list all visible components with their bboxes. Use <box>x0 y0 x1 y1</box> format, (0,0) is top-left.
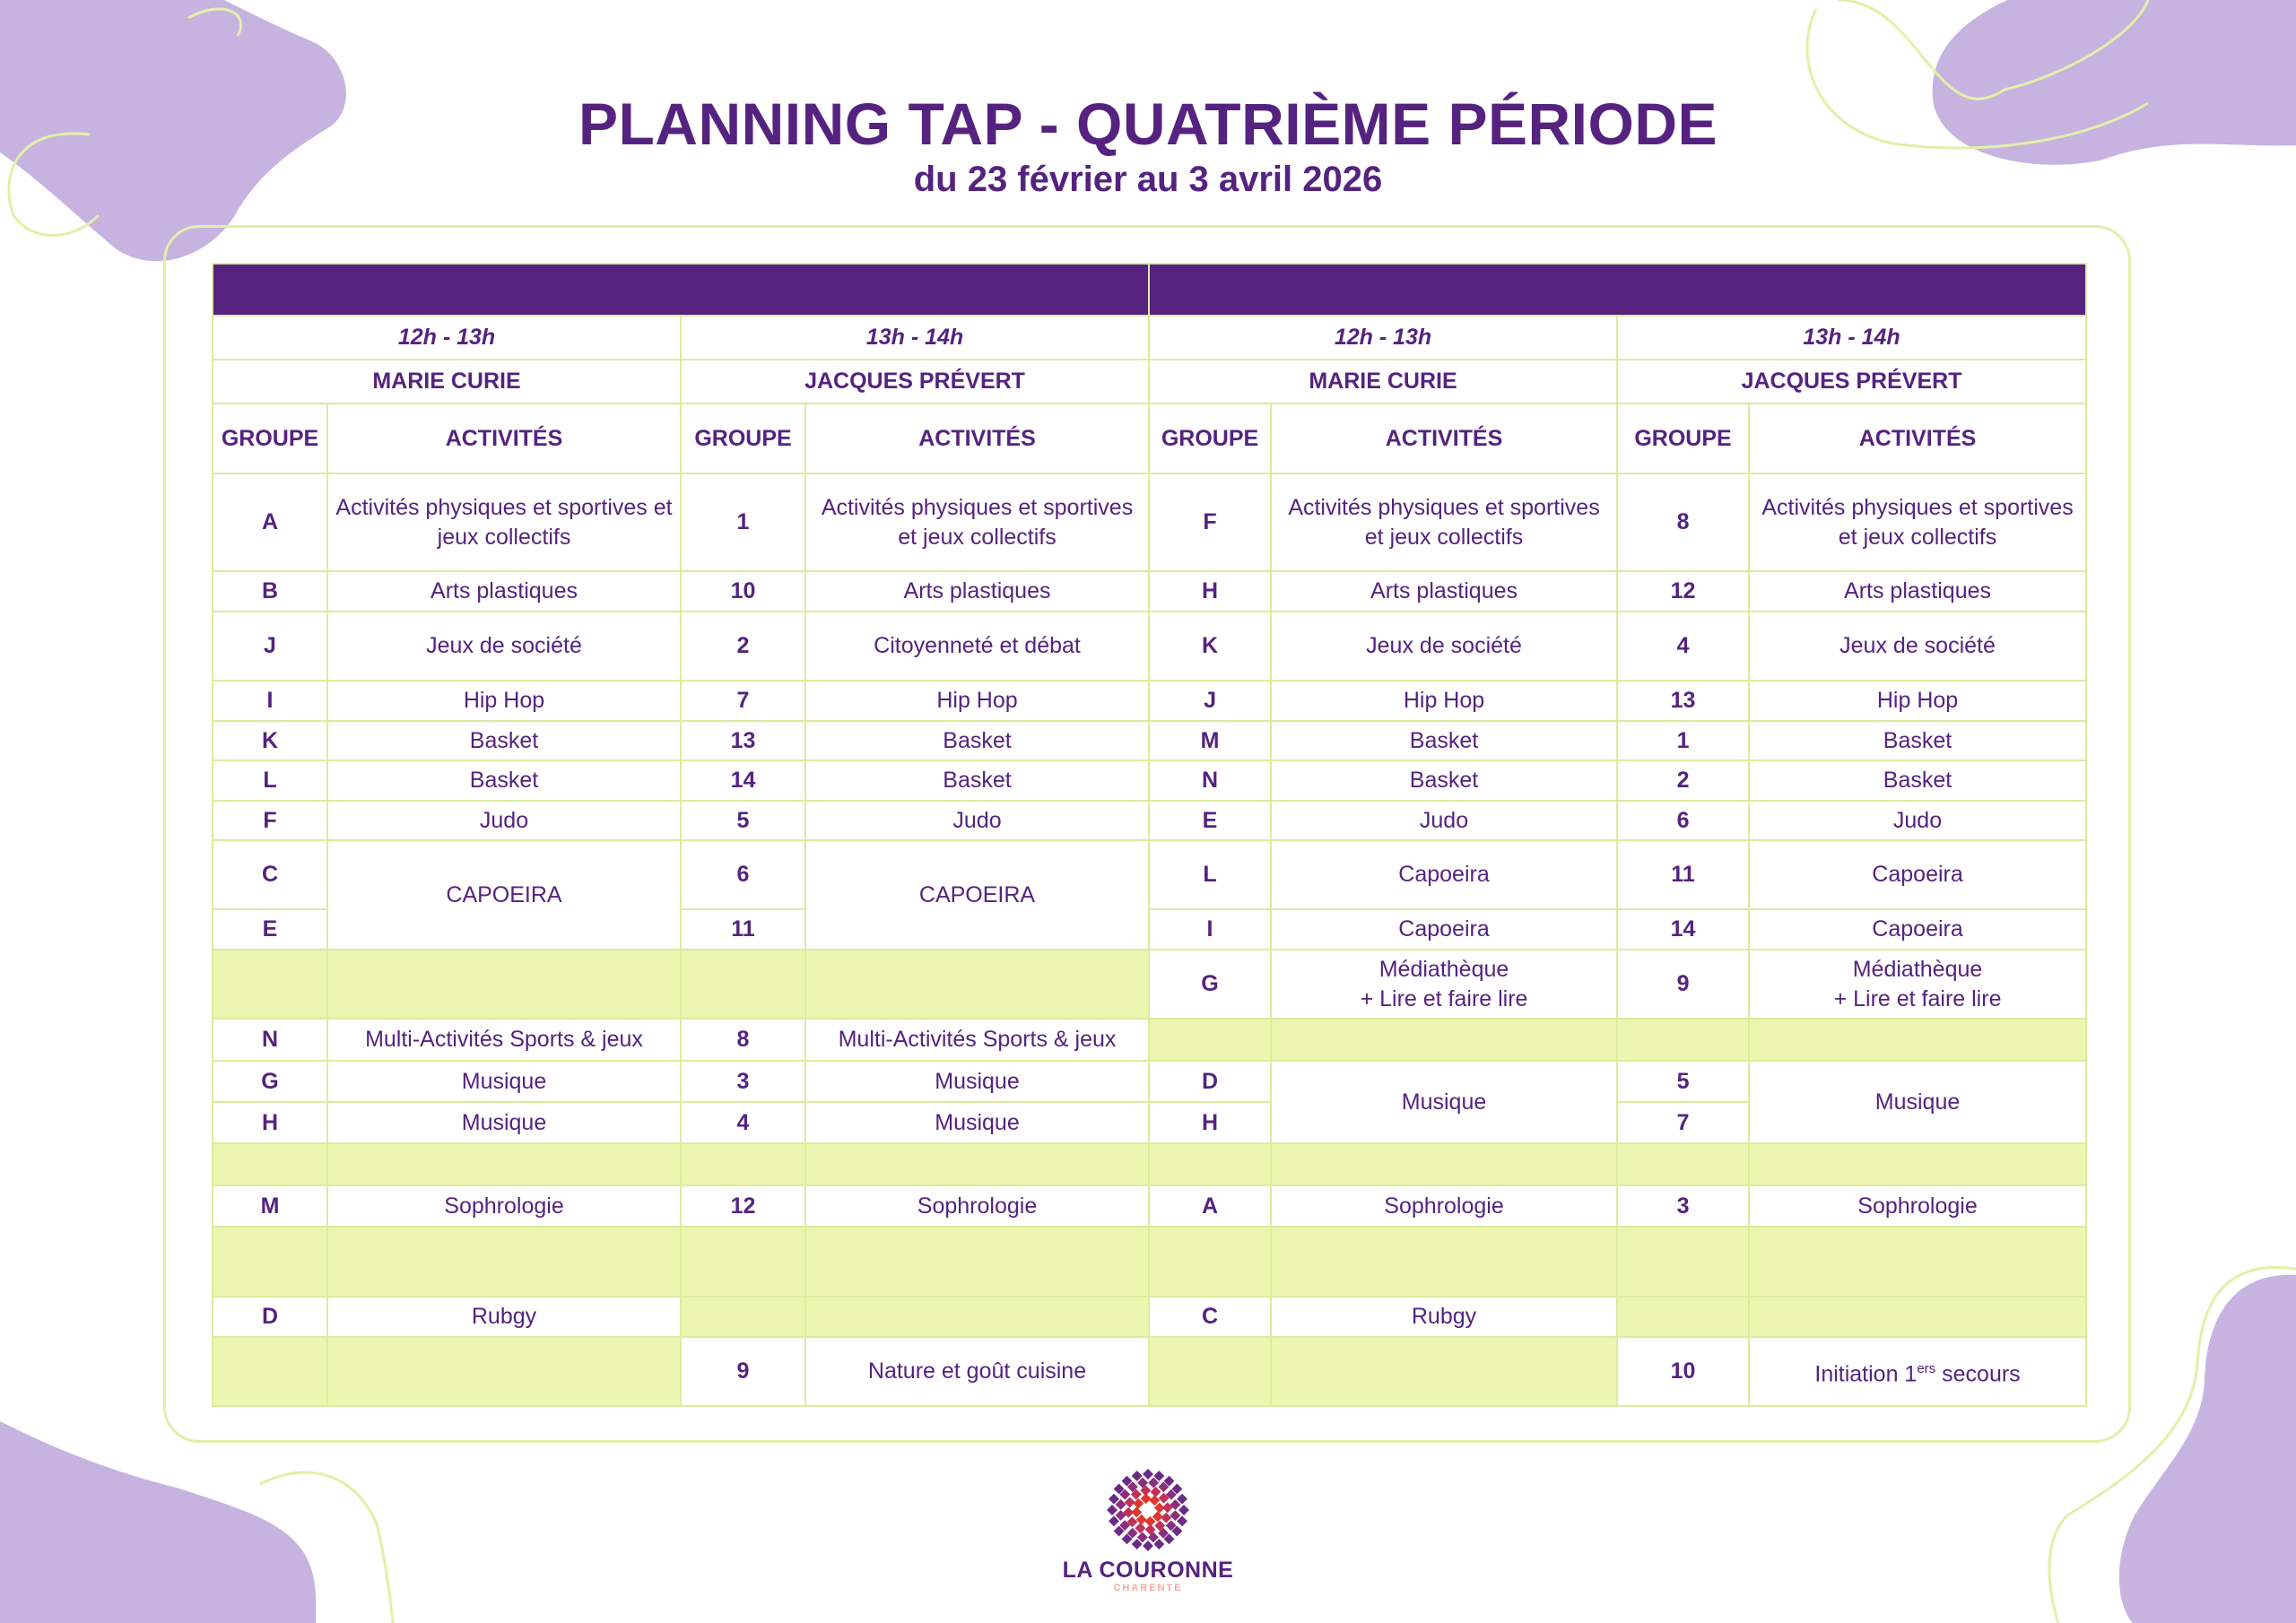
empty-cell <box>805 1297 1149 1337</box>
empty-cell <box>1149 1143 1271 1185</box>
activity-cell: Basket <box>1271 760 1617 801</box>
group-cell: N <box>213 1019 327 1061</box>
empty-row <box>213 1227 2086 1297</box>
empty-cell <box>327 1143 681 1185</box>
group-cell: C <box>1149 1297 1271 1337</box>
activity-line: + Lire et faire lire <box>1833 985 2002 1011</box>
activity-cell: Basket <box>1749 760 2086 801</box>
group-cell: 1 <box>681 473 805 571</box>
group-cell: 2 <box>681 612 805 681</box>
school-name: JACQUES PRÉVERT <box>681 360 1149 404</box>
activity-cell: Activités physiques et sportives et jeux collectifs <box>805 473 1149 571</box>
activity-cell: Activités physiques et sportives et jeux collectifs <box>1749 473 2086 571</box>
time-slot: 12h - 13h <box>1149 316 1617 360</box>
activity-cell: Hip Hop <box>327 681 681 721</box>
group-cell: 8 <box>1617 473 1749 571</box>
group-cell: F <box>213 801 327 840</box>
group-cell: 13 <box>1617 681 1749 721</box>
activity-cell: Arts plastiques <box>1749 571 2086 612</box>
activity-cell: Citoyenneté et débat <box>805 612 1149 681</box>
la-couronne-logo <box>1057 1467 1239 1601</box>
group-cell: 5 <box>681 801 805 840</box>
empty-cell <box>327 1337 681 1406</box>
table-row <box>213 1297 2086 1337</box>
table-row <box>213 840 2086 909</box>
activity-cell: Jeux de société <box>1749 612 2086 681</box>
empty-cell <box>1271 1337 1617 1406</box>
table-row <box>213 760 2086 801</box>
activity-line: Médiathèque <box>1852 956 1983 982</box>
activity-cell: Rubgy <box>327 1297 681 1337</box>
logo-subtitle: CHARENTE <box>1113 1583 1183 1593</box>
group-cell: I <box>213 681 327 721</box>
activity-cell: Basket <box>1271 721 1617 760</box>
activity-cell: Basket <box>805 760 1149 801</box>
activity-cell <box>1749 950 2086 1019</box>
activity-cell: Capoeira <box>1749 840 2086 909</box>
empty-cell <box>1149 1019 1271 1061</box>
group-cell: A <box>1149 1185 1271 1227</box>
activity-cell: Multi-Activités Sports & jeux <box>805 1019 1149 1061</box>
empty-cell <box>1149 1337 1271 1406</box>
school-name: MARIE CURIE <box>213 360 681 404</box>
activity-cell <box>1271 950 1617 1019</box>
activity-cell: CAPOEIRA <box>805 840 1149 950</box>
group-cell: M <box>1149 721 1271 760</box>
empty-cell <box>1617 1227 1749 1297</box>
empty-cell <box>213 1227 327 1297</box>
page-subtitle: du 23 février au 3 avril 2026 <box>913 160 1383 199</box>
group-cell: H <box>1149 571 1271 612</box>
group-cell: N <box>1149 760 1271 801</box>
group-cell: 12 <box>1617 571 1749 612</box>
activity-text: secours <box>1935 1361 2021 1387</box>
group-cell: 6 <box>681 840 805 909</box>
school-row <box>213 360 2086 404</box>
day-header-row <box>213 264 2086 316</box>
time-slot: 13h - 14h <box>1617 316 2086 360</box>
group-cell: 5 <box>1617 1061 1749 1102</box>
page-title: PLANNING TAP - QUATRIÈME PÉRIODE <box>578 91 1718 157</box>
group-cell: H <box>213 1102 327 1143</box>
group-cell: J <box>1149 681 1271 721</box>
group-cell: E <box>1149 801 1271 840</box>
group-cell: 10 <box>1617 1337 1749 1406</box>
column-header-activities: ACTIVITÉS <box>805 404 1149 473</box>
empty-cell <box>327 1227 681 1297</box>
empty-cell <box>213 1143 327 1185</box>
activity-cell: Arts plastiques <box>805 571 1149 612</box>
group-cell: E <box>213 909 327 950</box>
bottom-right-blob <box>2119 1275 2296 1623</box>
bottom-left-blob <box>0 1421 316 1623</box>
empty-cell <box>1749 1297 2086 1337</box>
empty-row <box>213 1143 2086 1185</box>
logo-mark-icon <box>1105 1467 1191 1553</box>
column-header-group: GROUPE <box>213 404 327 473</box>
column-header-activities: ACTIVITÉS <box>327 404 681 473</box>
group-cell: 4 <box>681 1102 805 1143</box>
activity-cell: Musique <box>805 1102 1149 1143</box>
table-row <box>213 801 2086 840</box>
activity-cell: Musique <box>805 1061 1149 1102</box>
group-cell: 11 <box>681 909 805 950</box>
empty-cell <box>1617 1297 1749 1337</box>
activity-cell: Basket <box>805 721 1149 760</box>
activity-cell: Hip Hop <box>1749 681 2086 721</box>
activity-cell: Rubgy <box>1271 1297 1617 1337</box>
school-name: MARIE CURIE <box>1149 360 1617 404</box>
schedule-table <box>212 263 2087 1407</box>
group-cell: 7 <box>1617 1102 1749 1143</box>
day-header-jeudi: JEUDI <box>1149 264 2086 316</box>
column-header-group: GROUPE <box>1617 404 1749 473</box>
time-slot: 13h - 14h <box>681 316 1149 360</box>
empty-cell <box>1749 1019 2086 1061</box>
group-cell: 1 <box>1617 721 1749 760</box>
group-cell: D <box>213 1297 327 1337</box>
group-cell: 3 <box>681 1061 805 1102</box>
empty-cell <box>681 1297 805 1337</box>
group-cell: 14 <box>1617 909 1749 950</box>
empty-cell <box>1617 1143 1749 1185</box>
activity-cell: Capoeira <box>1749 909 2086 950</box>
activity-cell: Judo <box>327 801 681 840</box>
group-cell: 9 <box>681 1337 805 1406</box>
empty-cell <box>213 950 327 1019</box>
group-cell: 10 <box>681 571 805 612</box>
group-cell: 12 <box>681 1185 805 1227</box>
activity-cell: Sophrologie <box>1749 1185 2086 1227</box>
activity-cell: Jeux de société <box>1271 612 1617 681</box>
activity-cell: Judo <box>1749 801 2086 840</box>
table-row <box>213 473 2086 571</box>
logo-diamond <box>1107 1505 1118 1515</box>
activity-cell: Jeux de société <box>327 612 681 681</box>
slot-row <box>213 316 2086 360</box>
empty-cell <box>1749 1143 2086 1185</box>
activity-cell: Sophrologie <box>1271 1185 1617 1227</box>
empty-cell <box>1617 1019 1749 1061</box>
school-name: JACQUES PRÉVERT <box>1617 360 2086 404</box>
empty-cell <box>1271 1019 1617 1061</box>
activity-cell: Musique <box>1271 1061 1617 1143</box>
group-cell: 11 <box>1617 840 1749 909</box>
empty-cell <box>681 950 805 1019</box>
group-cell: L <box>213 760 327 801</box>
column-header-group: GROUPE <box>681 404 805 473</box>
superscript: ers <box>1917 1360 1936 1376</box>
group-cell: 14 <box>681 760 805 801</box>
table-row <box>213 681 2086 721</box>
group-cell: 8 <box>681 1019 805 1061</box>
group-cell: L <box>1149 840 1271 909</box>
group-cell: D <box>1149 1061 1271 1102</box>
activity-line: Médiathèque <box>1378 956 1509 982</box>
group-cell: 6 <box>1617 801 1749 840</box>
table-row <box>213 1061 2086 1102</box>
group-cell: G <box>1149 950 1271 1019</box>
table-row <box>213 1185 2086 1227</box>
column-header-row <box>213 404 2086 473</box>
group-cell: I <box>1149 909 1271 950</box>
empty-cell <box>681 1143 805 1185</box>
group-cell: F <box>1149 473 1271 571</box>
group-cell: M <box>213 1185 327 1227</box>
table-row <box>213 950 2086 1019</box>
activity-cell: Capoeira <box>1271 909 1617 950</box>
activity-cell: Judo <box>1271 801 1617 840</box>
group-cell: C <box>213 840 327 909</box>
empty-cell <box>213 1337 327 1406</box>
column-header-group: GROUPE <box>1149 404 1271 473</box>
activity-cell: Judo <box>805 801 1149 840</box>
time-slot: 12h - 13h <box>213 316 681 360</box>
empty-cell <box>1271 1143 1617 1185</box>
activity-cell: Multi-Activités Sports & jeux <box>327 1019 681 1061</box>
day-header-lundi: LUNDI <box>213 264 1149 316</box>
table-row <box>213 571 2086 612</box>
empty-cell <box>805 950 1149 1019</box>
activity-cell: Capoeira <box>1271 840 1617 909</box>
group-cell: 3 <box>1617 1185 1749 1227</box>
group-cell: 9 <box>1617 950 1749 1019</box>
activity-cell: Activités physiques et sportives et jeux collectifs <box>1271 473 1617 571</box>
activity-cell: Musique <box>327 1102 681 1143</box>
activity-line: + Lire et faire lire <box>1360 985 1528 1011</box>
group-cell: K <box>213 721 327 760</box>
activity-cell: Musique <box>327 1061 681 1102</box>
group-cell: 13 <box>681 721 805 760</box>
activity-cell: Basket <box>1749 721 2086 760</box>
activity-cell: Musique <box>1749 1061 2086 1143</box>
activity-cell: Basket <box>327 760 681 801</box>
column-header-activities: ACTIVITÉS <box>1271 404 1617 473</box>
group-cell: A <box>213 473 327 571</box>
activity-cell: Arts plastiques <box>327 571 681 612</box>
logo-diamond <box>1143 1469 1153 1480</box>
empty-cell <box>805 1227 1149 1297</box>
activity-cell: Hip Hop <box>1271 681 1617 721</box>
group-cell: H <box>1149 1102 1271 1143</box>
activity-cell <box>1749 1337 2086 1406</box>
table-row <box>213 1337 2086 1406</box>
group-cell: B <box>213 571 327 612</box>
group-cell: 2 <box>1617 760 1749 801</box>
logo-diamond <box>1143 1541 1153 1551</box>
activity-cell: Activités physiques et sportives et jeux collectifs <box>327 473 681 571</box>
empty-cell <box>805 1143 1149 1185</box>
group-cell: J <box>213 612 327 681</box>
empty-cell <box>1749 1227 2086 1297</box>
column-header-activities: ACTIVITÉS <box>1749 404 2086 473</box>
group-cell: 4 <box>1617 612 1749 681</box>
empty-cell <box>1271 1227 1617 1297</box>
activity-cell: Basket <box>327 721 681 760</box>
activity-cell: Arts plastiques <box>1271 571 1617 612</box>
activity-cell: Sophrologie <box>327 1185 681 1227</box>
empty-cell <box>1149 1227 1271 1297</box>
bottom-left-line <box>260 1472 393 1623</box>
activity-cell: CAPOEIRA <box>327 840 681 950</box>
activity-cell: Nature et goût cuisine <box>805 1337 1149 1406</box>
table-row <box>213 1019 2086 1061</box>
group-cell: K <box>1149 612 1271 681</box>
group-cell: 7 <box>681 681 805 721</box>
activity-cell: Sophrologie <box>805 1185 1149 1227</box>
logo-diamond <box>1178 1505 1189 1515</box>
table-row <box>213 612 2086 681</box>
activity-cell: Hip Hop <box>805 681 1149 721</box>
activity-text: Initiation 1 <box>1814 1361 1918 1387</box>
empty-cell <box>327 950 681 1019</box>
logo-name: LA COURONNE <box>1062 1558 1234 1583</box>
table-row <box>213 721 2086 760</box>
group-cell: G <box>213 1061 327 1102</box>
empty-cell <box>681 1227 805 1297</box>
